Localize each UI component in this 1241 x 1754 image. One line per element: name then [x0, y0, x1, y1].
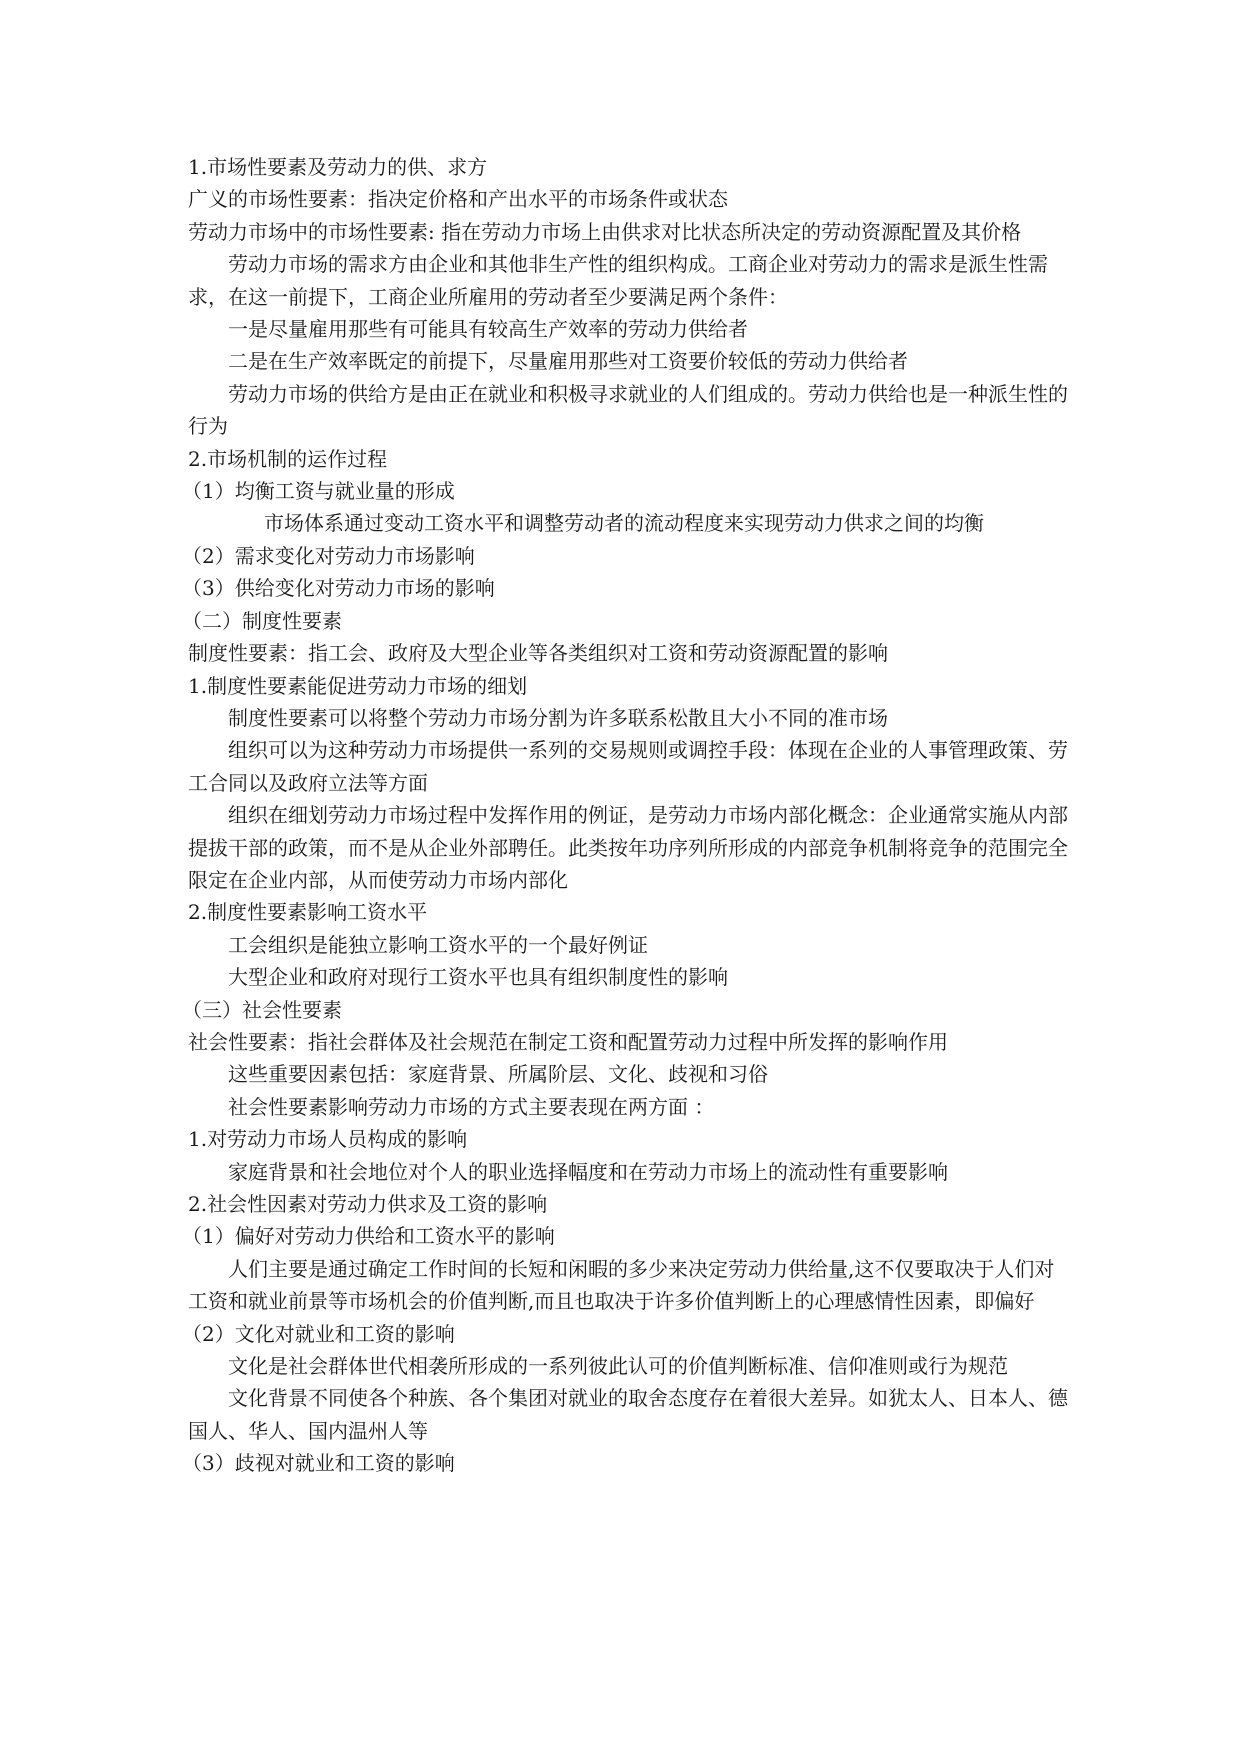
- section-heading: 1.市场性要素及劳动力的供、求方: [188, 155, 488, 179]
- section-heading: 1.制度性要素能促进劳动力市场的细划: [188, 673, 528, 698]
- definition-line: 广义的市场性要素：指决定价格和产出水平的市场条件或状态: [188, 187, 728, 212]
- indented-paragraph: 市场体系通过变动工资水平和调整劳动者的流动程度来实现劳动力供求之间的均衡: [264, 511, 984, 536]
- paragraph: 组织在细划劳动力市场过程中发挥作用的例证，是劳动力市场内部化概念：企业通常实施从内部提拔干部的政策，而不是从企业外部聘任。此类按年功序列所形成的内部竞争机制将竞争的范围完全限定在企业内部，从而使劳动力市场内部化: [188, 803, 1068, 892]
- subsection-heading: （3）供给变化对劳动力市场的影响: [182, 576, 495, 601]
- definition-line: 劳动力市场中的市场性要素: 指在劳动力市场上由供求对比状态所决定的劳动资源配置及其价格: [188, 219, 1022, 244]
- paragraph: 工会组织是能独立影响工资水平的一个最好例证: [228, 932, 648, 957]
- paragraph: 人们主要是通过确定工作时间的长短和闲暇的多少来决定劳动力供给量,这不仅要取决于人们对工资和就业前景等市场机会的价值判断,而且也取决于许多价值判断上的心理感情性因素，即偏好: [188, 1256, 1055, 1314]
- paragraph: 制度性要素可以将整个劳动力市场分割为许多联系松散且大小不同的准市场: [228, 705, 888, 730]
- paragraph: 二是在生产效率既定的前提下，尽量雇用那些对工资要价较低的劳动力供给者: [228, 349, 908, 374]
- subsection-heading: （3）歧视对就业和工资的影响: [182, 1451, 455, 1476]
- section-heading: 2.制度性要素影响工资水平: [188, 900, 428, 925]
- paragraph: 组织可以为这种劳动力市场提供一系列的交易规则或调控手段：体现在企业的人事管理政策、劳工合同以及政府立法等方面: [188, 738, 1068, 795]
- paragraph: 文化是社会群体世代相袭所形成的一系列彼此认可的价值判断标准、信仰准则或行为规范: [228, 1354, 1008, 1379]
- subsection-heading: （2）需求变化对劳动力市场影响: [182, 543, 475, 568]
- subsection-heading: （1）偏好对劳动力供给和工资水平的影响: [182, 1224, 555, 1249]
- definition-line: 制度性要素：指工会、政府及大型企业等各类组织对工资和劳动资源配置的影响: [188, 641, 888, 666]
- subsection-heading: （2）文化对就业和工资的影响: [182, 1321, 455, 1346]
- paragraph: 劳动力市场的需求方由企业和其他非生产性的组织构成。工商企业对劳动力的需求是派生性需求，在这一前提下，工商企业所雇用的劳动者至少要满足两个条件：: [188, 252, 1048, 309]
- paragraph: 家庭背景和社会地位对个人的职业选择幅度和在劳动力市场上的流动性有重要影响: [228, 1159, 948, 1184]
- paragraph: 一是尽量雇用那些有可能具有较高生产效率的劳动力供给者: [228, 317, 748, 342]
- section-heading: 2.社会性因素对劳动力供求及工资的影响: [188, 1192, 548, 1216]
- subsection-heading: （1）均衡工资与就业量的形成: [182, 479, 455, 504]
- section-heading: 1.对劳动力市场人员构成的影响: [188, 1127, 468, 1152]
- subsection-heading: （二）制度性要素: [182, 608, 342, 633]
- paragraph: 文化背景不同使各个种族、各个集团对就业的取舍态度存在着很大差异。如犹太人、日本人、德国人、华人、国内温州人等: [188, 1386, 1068, 1443]
- document-page: [182, 151, 1068, 1480]
- paragraph: 这些重要因素包括：家庭背景、所属阶层、文化、歧视和习俗: [228, 1062, 768, 1087]
- paragraph: 社会性要素影响劳动力市场的方式主要表现在两方面 ：: [228, 1094, 715, 1119]
- subsection-heading: （三）社会性要素: [182, 997, 342, 1022]
- definition-line: 社会性要素：指社会群体及社会规范在制定工资和配置劳动力过程中所发挥的影响作用: [188, 1029, 948, 1054]
- section-heading: 2.市场机制的运作过程: [188, 446, 388, 471]
- paragraph: 劳动力市场的供给方是由正在就业和积极寻求就业的人们组成的。劳动力供给也是一种派生性的行为: [188, 381, 1068, 439]
- paragraph: 大型企业和政府对现行工资水平也具有组织制度性的影响: [228, 965, 728, 990]
